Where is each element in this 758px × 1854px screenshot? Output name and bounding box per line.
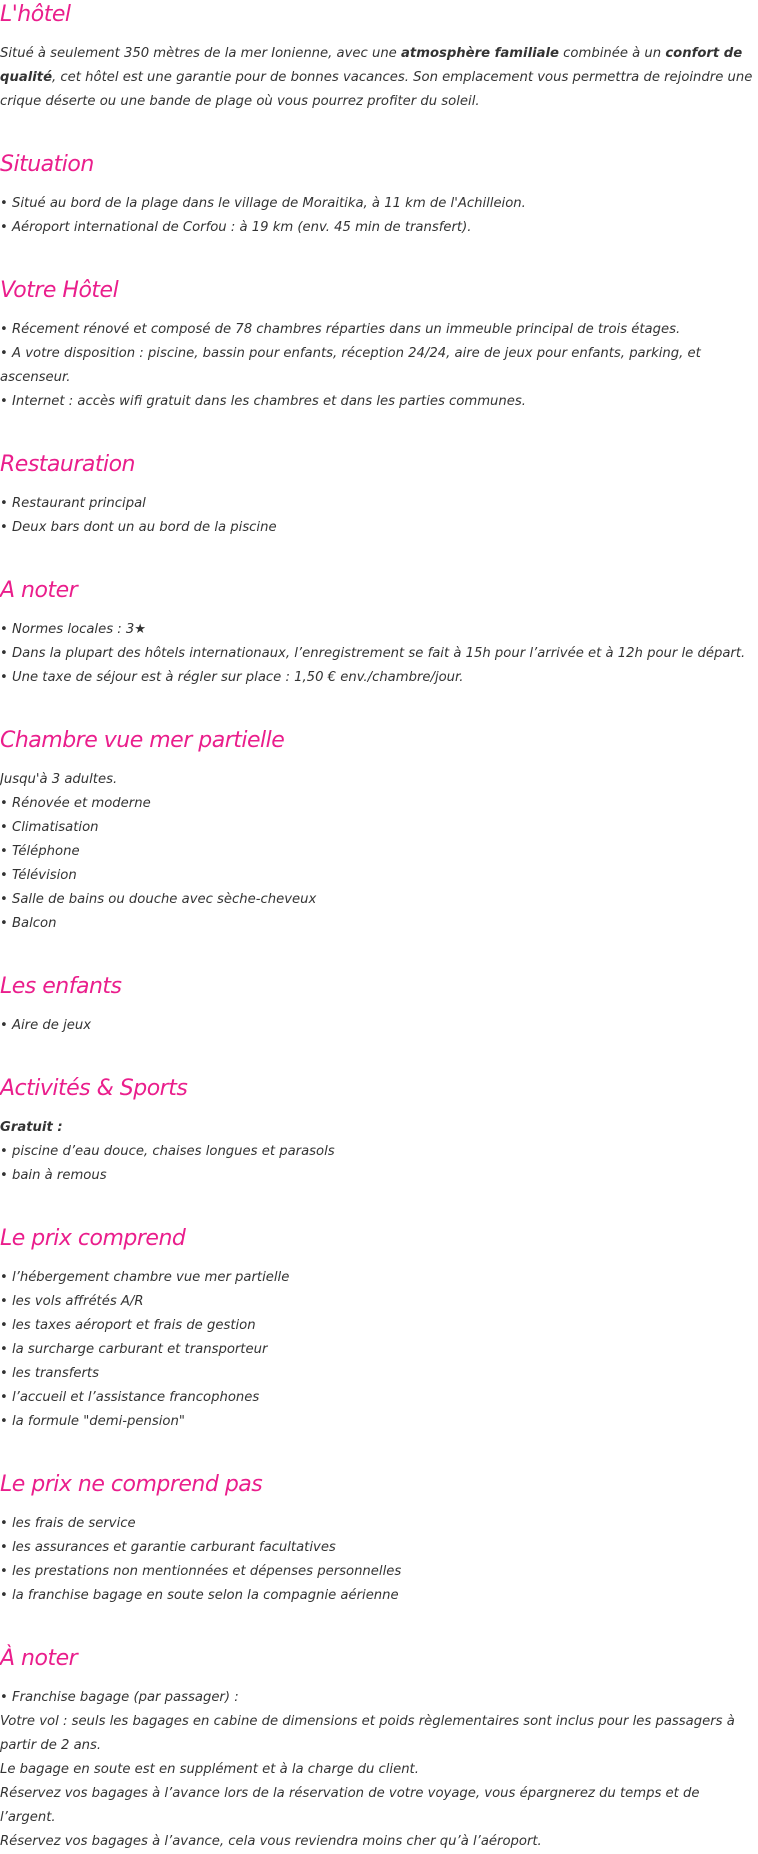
section-body <box>0 1266 758 1434</box>
section-body <box>0 1116 758 1188</box>
bullet-item: • la surcharge carburant et transporteur <box>0 1338 758 1362</box>
section-situation <box>0 150 758 240</box>
bullet-item: • Deux bars dont un au bord de la piscine <box>0 516 758 540</box>
section-body <box>0 492 758 540</box>
section-title: Activités & Sports <box>0 1076 188 1101</box>
capacity-text: Jusqu'à 3 adultes. <box>0 772 118 787</box>
section-body <box>0 318 758 414</box>
section-body <box>0 618 758 690</box>
section-title: Restauration <box>0 452 136 477</box>
section-title: Situation <box>0 152 94 177</box>
bullet-item: • l’accueil et l’assistance francophones <box>0 1386 758 1410</box>
section-chambre <box>0 726 758 936</box>
baggage-note: Votre vol : seuls les bagages en cabine de dimensions et poids règlementaires sont inclus pour les passagers à partir de 2 ans. <box>0 1714 735 1753</box>
bullet-item: • les prestations non mentionnées et dépenses personnelles <box>0 1560 758 1584</box>
section-enfants <box>0 972 758 1038</box>
bullet-item: • piscine d’eau douce, chaises longues et parasols <box>0 1140 758 1164</box>
bullet-item: • Télévision <box>0 864 758 888</box>
bullet-item: • les taxes aéroport et frais de gestion <box>0 1314 758 1338</box>
section-title: Les enfants <box>0 974 122 999</box>
bullet-item: • les frais de service <box>0 1512 758 1536</box>
intro-highlight: confort de qualité <box>0 46 743 85</box>
intro-highlight: atmosphère familiale <box>401 46 559 61</box>
section-body <box>0 1512 758 1608</box>
section-a-noter-bagages <box>0 1644 758 1854</box>
section-body <box>0 768 758 936</box>
section-a-noter <box>0 576 758 690</box>
bullet-item: • Salle de bains ou douche avec sèche-cheveux <box>0 888 758 912</box>
intro-text: Situé à seulement 350 mètres de la mer Ionienne, avec une <box>0 46 401 61</box>
bullet-item: • Une taxe de séjour est à régler sur place : 1,50 € env./chambre/jour. <box>0 666 758 690</box>
free-label <box>0 1116 758 1140</box>
bullet-item: • Récement rénové et composé de 78 chambres réparties dans un immeuble principal de trois étages. <box>0 318 758 342</box>
bullet-item: • l’hébergement chambre vue mer partielle <box>0 1266 758 1290</box>
section-prix-ne-comprend-pas <box>0 1470 758 1608</box>
bullet-item: • Aéroport international de Corfou : à 19 km (env. 45 min de transfert). <box>0 216 758 240</box>
section-title: A noter <box>0 578 78 603</box>
bullet-item: • les vols affrétés A/R <box>0 1290 758 1314</box>
baggage-note: Le bagage en soute est en supplément et à la charge du client. <box>0 1762 419 1777</box>
bullet-item: • les assurances et garantie carburant facultatives <box>0 1536 758 1560</box>
baggage-note: Réservez vos bagages à l’avance lors de la réservation de votre voyage, vous épargnerez du temps et de l’argent. <box>0 1786 700 1825</box>
free-label-text: Gratuit : <box>0 1120 63 1135</box>
section-activites <box>0 1074 758 1188</box>
bullet-item: • Rénovée et moderne <box>0 792 758 816</box>
section-body <box>0 192 758 240</box>
intro-text: , cet hôtel est une garantie pour de bonnes vacances. Son emplacement vous permettra de rejoindre une crique déserte ou une bande de plage où vous pourrez profiter du soleil. <box>0 70 753 109</box>
section-restauration <box>0 450 758 540</box>
bullet-item: • Restaurant principal <box>0 492 758 516</box>
section-hotel <box>0 0 758 114</box>
bullet-item: • la franchise bagage en soute selon la compagnie aérienne <box>0 1584 758 1608</box>
section-votre-hotel <box>0 276 758 414</box>
bullet-item: • Situé au bord de la plage dans le village de Moraitika, à 11 km de l'Achilleion. <box>0 192 758 216</box>
section-body <box>0 42 758 114</box>
bullet-item: • Balcon <box>0 912 758 936</box>
bullet-item: • Franchise bagage (par passager) : <box>0 1686 758 1710</box>
section-title: À noter <box>0 1646 78 1671</box>
section-title: Chambre vue mer partielle <box>0 728 285 753</box>
section-body <box>0 1686 758 1854</box>
bullet-item: • A votre disposition : piscine, bassin pour enfants, réception 24/24, aire de jeux pour enfants, parking, et ascenseur. <box>0 342 758 390</box>
section-body <box>0 1014 758 1038</box>
bullet-item: • Aire de jeux <box>0 1014 758 1038</box>
section-title: Le prix ne comprend pas <box>0 1472 263 1497</box>
baggage-note: Réservez vos bagages à l’avance, cela vous reviendra moins cher qu’à l’aéroport. <box>0 1834 542 1849</box>
bullet-item: • bain à remous <box>0 1164 758 1188</box>
bullet-item: • Dans la plupart des hôtels internationaux, l’enregistrement se fait à 15h pour l’arrivée et à 12h pour le départ. <box>0 642 758 666</box>
bullet-item: • Internet : accès wifi gratuit dans les chambres et dans les parties communes. <box>0 390 758 414</box>
bullet-item: • la formule "demi-pension" <box>0 1410 758 1434</box>
section-title: Le prix comprend <box>0 1226 186 1251</box>
section-prix-comprend <box>0 1224 758 1434</box>
intro-text: combinée à un <box>558 46 666 61</box>
bullet-item: • Climatisation <box>0 816 758 840</box>
bullet-item: • les transferts <box>0 1362 758 1386</box>
intro-paragraph <box>0 42 758 114</box>
section-title: Votre Hôtel <box>0 278 119 303</box>
section-title: L'hôtel <box>0 2 71 27</box>
bullet-item: • Téléphone <box>0 840 758 864</box>
bullet-item: • Normes locales : 3★ <box>0 618 758 642</box>
